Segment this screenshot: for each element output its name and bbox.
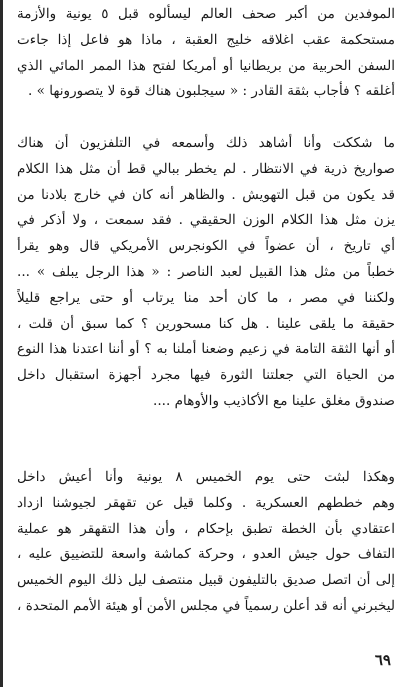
text-line: وهكذا لبثت حتى يوم الخميس ٨ يونية وأنا أعيش داخل	[17, 469, 395, 485]
paragraph-2	[17, 131, 395, 415]
text-line: مستحكمة عقب اغلاقه خليج العقبة ، ماذا هو فاعل إذا جاءت	[17, 31, 395, 48]
text-line: وهم خططهم العسكرية . وكلما قيل عن تقهقر لجيوشنا ازداد	[17, 494, 395, 511]
text-line: أغلقه ؟ فأجاب بثقة القادر : « سيجلبون هناك قوة لا يتصورونها » .	[28, 83, 395, 100]
text-line: ما شككت وأنا أشاهد ذلك وأسمعه في التلفزيون أن هناك	[17, 135, 395, 151]
paragraph-3	[17, 465, 395, 620]
text-line: إلى أن اتصل صديق بالتليفون قبيل منتصف ليل ذلك اليوم الخميس	[17, 572, 395, 589]
text-line: اعتقادي بأن الخطة تطبق بإحكام ، وأن هذا التقهقر هو عملية	[17, 520, 395, 537]
paragraph-1	[17, 2, 395, 105]
text-line: من الحياة التي جعلتنا الثورة فيها مجرد أجهزة استقبال داخل	[17, 367, 395, 384]
text-line: السفن الحربية من بريطانيا أو أمريكا لفتح هذا الممر المائي الذي	[17, 57, 395, 74]
text-line: قد يكون من قبل التهويش . والظاهر أنه كان في خارج بلادنا من	[17, 186, 395, 203]
text-line: أي تاريخ ، أن عضواً في الكونجرس الأمريكي قال وهو يقرأ	[17, 238, 395, 255]
text-line: خطباً من مثل هذا القبيل لعبد الناصر : « هذا الرجل يبلف » ...	[17, 263, 395, 280]
text-line: التفاف حول جيش العدو ، وحركة كماشة واسعة للتضييق عليه ،	[17, 546, 395, 563]
text-line: حقيقة ما يلقى علينا . هل كنا مسحورين ؟ كما سبق أن قلت ،	[17, 315, 395, 332]
text-line: صندوق مغلق علينا مع الأكاذيب والأوهام ....	[153, 392, 395, 409]
text-line: ولكننا في مصر ، ما كان أحد منا يرتاب أو حتى يراجع قليلاً	[17, 289, 395, 306]
text-line: أو أنها الثقة التامة في زعيم وضعنا أملنا به ؟ أو أننا اعتدنا هذا النوع	[17, 341, 395, 358]
text-line: يزن مثل هذا الكلام الوزن الحقيقي . فقد سمعت ، ولا أذكر في	[17, 212, 395, 229]
text-line: صواريخ ذرية في الانتظار . لم يخطر ببالي قط أن مثل هذا الكلام	[17, 160, 395, 177]
page-number: ٦٩	[374, 651, 391, 669]
text-line: الموفدين من أكبر صحف العالم ليسألوه قبل ٥ يونية والأزمة	[17, 6, 395, 22]
text-line: ليخبرني أنه قد أعلن رسمياً في مجلس الأمن أو هيئة الأمم المتحدة ،	[17, 597, 395, 614]
